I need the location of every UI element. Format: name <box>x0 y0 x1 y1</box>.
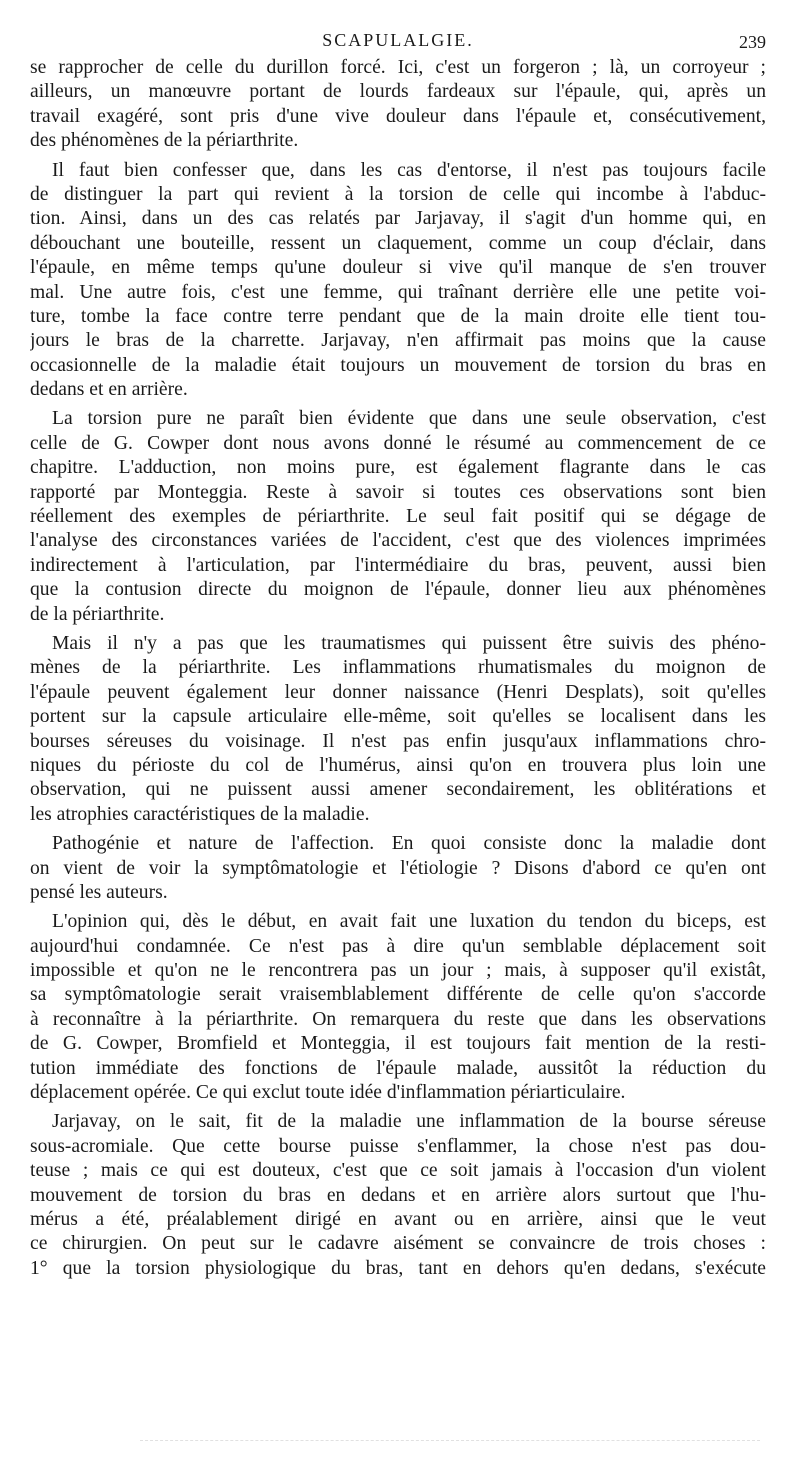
text-line: impossible et qu'on ne le rencontrera pas un jour ; mais, à supposer qu'il existât, <box>30 960 766 982</box>
text-line: mènes de la périarthrite. Les inflammations rhumatismales du moignon de <box>30 657 766 679</box>
text-line: sa symptômatologie serait vraisemblablement différente de celle qu'on s'accorde <box>30 984 766 1006</box>
paragraph <box>30 1110 766 1281</box>
text-line: jours le bras de la charrette. Jarjavay, n'en affirmait pas moins que la cause <box>30 330 766 352</box>
text-line: que la contusion directe du moignon de l'épaule, donner lieu aux phénomènes <box>30 579 766 601</box>
text-line: déplacement opérée. Ce qui exclut toute idée d'inflammation périarticulaire. <box>30 1082 626 1104</box>
text-line: dedans et en arrière. <box>30 379 188 401</box>
text-line: les atrophies caractéristiques de la maladie. <box>30 803 370 825</box>
text-line: mouvement de torsion du bras en dedans et en arrière alors surtout que l'hu- <box>30 1184 766 1206</box>
text-line: mérus a été, préalablement dirigé en avant ou en arrière, ainsi que le veut <box>30 1208 766 1230</box>
page-number: 239 <box>739 32 766 52</box>
paragraph <box>30 407 766 627</box>
book-page <box>30 22 766 1286</box>
text-line: La torsion pure ne paraît bien évidente que dans une seule observation, c'est <box>52 408 766 430</box>
text-line: teuse ; mais ce qui est douteux, c'est que ce soit jamais à l'occasion d'un violent <box>30 1160 766 1182</box>
text-line: de la périarthrite. <box>30 603 165 625</box>
text-line: bourses séreuses du voisinage. Il n'est pas enfin jusqu'aux inflammations chro- <box>30 730 766 752</box>
text-line: pensé les auteurs. <box>30 881 168 903</box>
text-line: L'opinion qui, dès le début, en avait fait une luxation du tendon du biceps, est <box>52 911 766 933</box>
scan-bleed-through <box>140 1440 760 1449</box>
running-title: SCAPULALGIE. <box>322 30 474 50</box>
paragraph <box>30 832 766 905</box>
text-line: de distinguer la part qui revient à la torsion de celle qui incombe à l'abduc- <box>30 183 766 205</box>
text-line: travail exagéré, sont pris d'une vive douleur dans l'épaule et, consécutivement, <box>30 105 766 127</box>
text-line: Jarjavay, on le sait, fit de la maladie une inflammation de la bourse séreuse <box>52 1111 766 1133</box>
text-line: observation, qui ne puissent aussi amener secondairement, les oblitérations et <box>30 779 766 801</box>
text-line: Mais il n'y a pas que les traumatismes qui puissent être suivis des phéno- <box>52 632 766 654</box>
text-line: l'épaule peuvent également leur donner naissance (Henri Desplats), soit qu'elles <box>30 681 766 703</box>
text-line: tion. Ainsi, dans un des cas relatés par Jarjavay, il s'agit d'un homme qui, en <box>30 208 766 230</box>
paragraph <box>30 56 766 154</box>
paragraph <box>30 159 766 403</box>
text-line: portent sur la capsule articulaire elle-même, soit qu'elles se localisent dans les <box>30 706 766 728</box>
text-line: ture, tombe la face contre terre pendant que de la main droite elle tient tou- <box>30 305 766 327</box>
body-text <box>30 56 766 1281</box>
text-line: à reconnaître à la périarthrite. On remarquera du reste que dans les observations <box>30 1008 766 1030</box>
text-line: l'épaule, en même temps qu'une douleur si vive qu'il manque de s'en trouver <box>30 257 766 279</box>
text-line: mal. Une autre fois, c'est une femme, qui traînant derrière elle une petite voi- <box>30 281 766 303</box>
text-line: Il faut bien confesser que, dans les cas d'entorse, il n'est pas toujours facile <box>52 159 766 181</box>
text-line: occasionnelle de la maladie était toujours un mouvement de torsion du bras en <box>30 354 766 376</box>
text-line: sous-acromiale. Que cette bourse puisse s'enflammer, la chose n'est pas dou- <box>30 1135 766 1157</box>
text-line: de G. Cowper, Bromfield et Monteggia, il est toujours fait mention de la resti- <box>30 1033 766 1055</box>
text-line: indirectement à l'articulation, par l'intermédiaire du bras, peuvent, aussi bien <box>30 554 766 576</box>
text-line: réellement des exemples de périarthrite. Le seul fait positif qui se dégage de <box>30 506 766 528</box>
text-line: tution immédiate des fonctions de l'épaule malade, aussitôt la réduction du <box>30 1057 766 1079</box>
text-line: ce chirurgien. On peut sur le cadavre aisément se convaincre de trois choses : <box>30 1233 766 1255</box>
paragraph <box>30 632 766 827</box>
text-line: l'analyse des circonstances variées de l'accident, c'est que des violences imprimées <box>30 530 766 552</box>
text-line: ailleurs, un manœuvre portant de lourds fardeaux sur l'épaule, qui, après un <box>30 81 766 103</box>
text-line: on vient de voir la symptômatologie et l'étiologie ? Disons d'abord ce qu'en ont <box>30 857 766 879</box>
paragraph <box>30 910 766 1105</box>
text-line: niques du périoste du col de l'humérus, ainsi qu'on en trouvera plus loin une <box>30 754 766 776</box>
text-line: aujourd'hui condamnée. Ce n'est pas à dire qu'un semblable déplacement soit <box>30 935 766 957</box>
text-line: des phénomènes de la périarthrite. <box>30 130 299 152</box>
running-header <box>30 22 766 56</box>
text-line: rapporté par Monteggia. Reste à savoir si toutes ces observations sont bien <box>30 481 766 503</box>
text-line: 1° que la torsion physiologique du bras, tant en dehors qu'en dedans, s'exécute <box>30 1257 766 1279</box>
text-line: Pathogénie et nature de l'affection. En quoi consiste donc la maladie dont <box>52 833 766 855</box>
text-line: débouchant une bouteille, ressent un claquement, comme un coup d'éclair, dans <box>30 232 766 254</box>
text-line: chapitre. L'adduction, non moins pure, est également flagrante dans le cas <box>30 457 766 479</box>
text-line: celle de G. Cowper dont nous avons donné le résumé au commencement de ce <box>30 432 766 454</box>
text-line: se rapprocher de celle du durillon forcé. Ici, c'est un forgeron ; là, un corroyeur ; <box>30 57 766 78</box>
